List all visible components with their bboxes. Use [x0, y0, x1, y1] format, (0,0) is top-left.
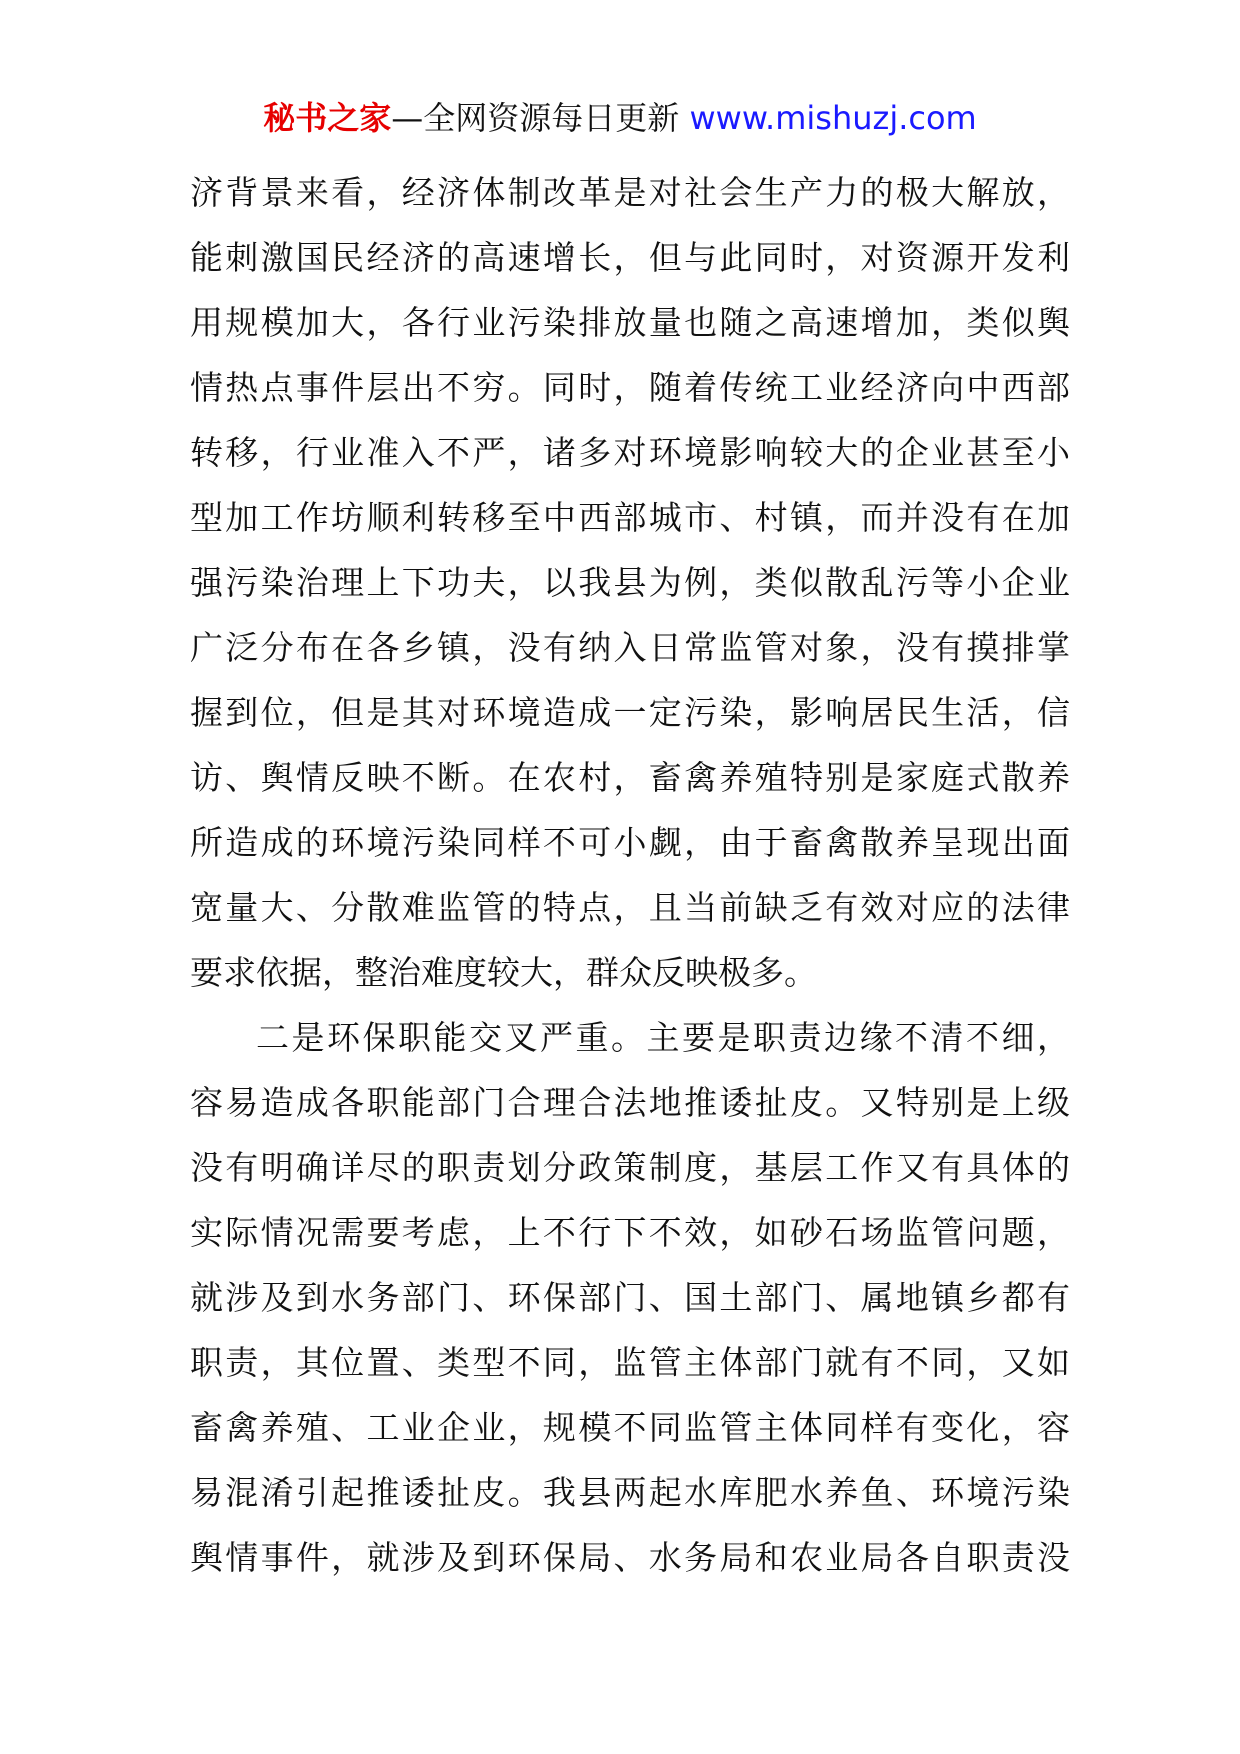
text-line: 二是环保职能交叉严重。主要是职责边缘不清不细，: [256, 1018, 1070, 1057]
text-line: 就涉及到水务部门、环保部门、国土部门、属地镇乡都有: [190, 1278, 1070, 1317]
text-line: 畜禽养殖、工业企业，规模不同监管主体同样有变化，容: [190, 1408, 1070, 1447]
text-line: 舆情事件，就涉及到环保局、水务局和农业局各自职责没: [190, 1538, 1070, 1577]
text-line: 实际情况需要考虑，上不行下不效，如砂石场监管问题，: [190, 1213, 1070, 1252]
paragraph-1: [190, 160, 1070, 1005]
text-line: 访、舆情反映不断。在农村，畜禽养殖特别是家庭式散养: [190, 758, 1070, 797]
document-body: [190, 160, 1070, 1590]
paragraph-2: [190, 1005, 1070, 1590]
text-line: 型加工作坊顺利转移至中西部城市、村镇，而并没有在加: [190, 498, 1070, 537]
text-line: 容易造成各职能部门合理合法地推诿扯皮。又特别是上级: [190, 1083, 1070, 1122]
site-url[interactable]: www.mishuzj.com: [689, 99, 977, 137]
text-line: 能刺激国民经济的高速增长，但与此同时，对资源开发利: [190, 238, 1070, 277]
brand-name: 秘书之家: [263, 99, 392, 137]
text-line: 所造成的环境污染同样不可小觑，由于畜禽散养呈现出面: [190, 823, 1070, 862]
text-line: 广泛分布在各乡镇，没有纳入日常监管对象，没有摸排掌: [190, 628, 1070, 667]
text-line: 要求依据，整治难度较大，群众反映极多。: [190, 953, 817, 992]
text-line: 用规模加大，各行业污染排放量也随之高速增加，类似舆: [190, 303, 1070, 342]
text-line: 宽量大、分散难监管的特点，且当前缺乏有效对应的法律: [190, 888, 1070, 927]
header-tagline: —全网资源每日更新: [391, 99, 690, 137]
text-line: 济背景来看，经济体制改革是对社会生产力的极大解放，: [190, 173, 1070, 212]
site-header: [0, 96, 1240, 140]
text-line: 没有明确详尽的职责划分政策制度，基层工作又有具体的: [190, 1148, 1070, 1187]
text-line: 转移，行业准入不严，诸多对环境影响较大的企业甚至小: [190, 433, 1070, 472]
text-line: 强污染治理上下功夫，以我县为例，类似散乱污等小企业: [190, 563, 1070, 602]
text-line: 情热点事件层出不穷。同时，随着传统工业经济向中西部: [190, 368, 1070, 407]
text-line: 易混淆引起推诿扯皮。我县两起水库肥水养鱼、环境污染: [190, 1473, 1070, 1512]
text-line: 握到位，但是其对环境造成一定污染，影响居民生活，信: [190, 693, 1070, 732]
text-line: 职责，其位置、类型不同，监管主体部门就有不同，又如: [190, 1343, 1070, 1382]
